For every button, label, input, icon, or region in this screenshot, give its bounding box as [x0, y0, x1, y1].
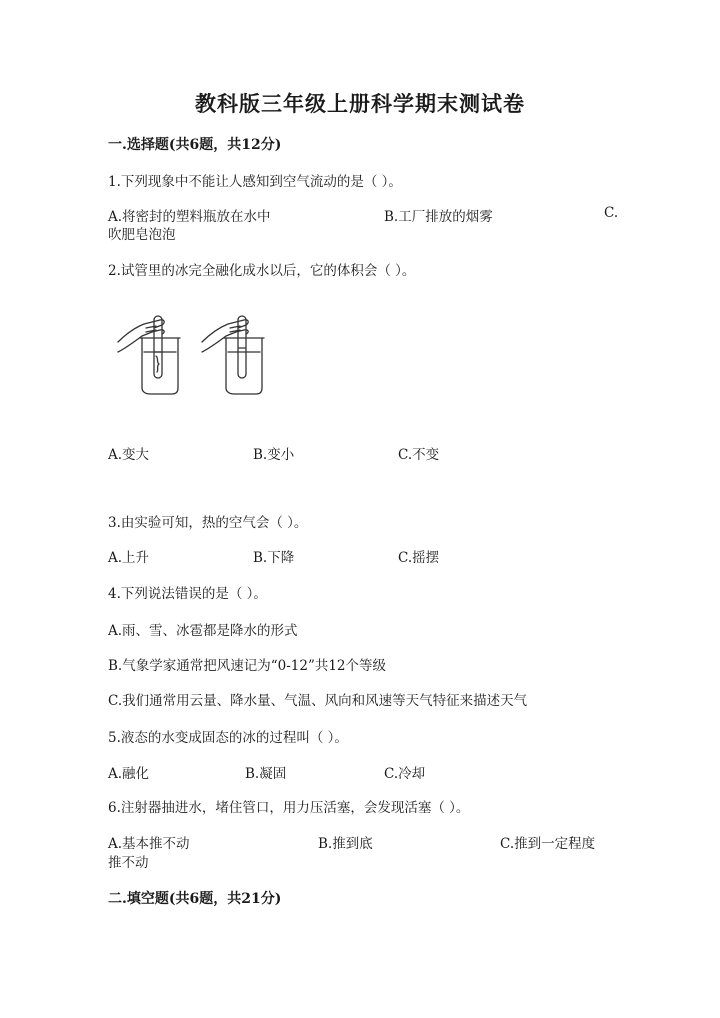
question-1-option-c-continued: 吹肥皂泡泡 [108, 227, 176, 243]
question-4-stem: 4.下列说法错误的是（ ）。 [108, 586, 267, 602]
question-2-stem: 2.试管里的冰完全融化成水以后，它的体积会（ ）。 [108, 263, 416, 279]
question-2-option-b: B.变小 [253, 447, 295, 463]
hand-icon [202, 320, 248, 352]
question-2-option-a: A.变大 [108, 447, 150, 463]
question-1-option-a: A.将密封的塑料瓶放在水中 [108, 209, 271, 225]
question-6-option-b: B.推到底 [318, 836, 373, 852]
question-3-option-b: B.下降 [253, 550, 295, 566]
question-1-option-b: B.工厂排放的烟雾 [384, 209, 493, 225]
question-5-stem: 5.液态的水变成固态的冰的过程叫（ ）。 [108, 730, 348, 746]
question-3-option-a: A.上升 [108, 550, 150, 566]
beaker-icon [140, 338, 180, 394]
question-5-option-a: A.融化 [108, 766, 150, 782]
question-5-option-c: C.冷却 [384, 766, 426, 782]
question-5-option-b: B.凝固 [245, 766, 287, 782]
page-title: 教科版三年级上册科学期末测试卷 [195, 91, 525, 116]
question-3-stem: 3.由实验可知，热的空气会（ ）。 [108, 515, 308, 531]
test-tube-illustration [116, 312, 276, 396]
hand-icon [118, 320, 164, 352]
question-1-stem: 1.下列现象中不能让人感知到空气流动的是（ ）。 [108, 174, 402, 190]
question-4-option-c: C.我们通常用云量、降水量、气温、风向和风速等天气特征来描述天气 [108, 693, 528, 709]
question-6-stem: 6.注射器抽进水，堵住管口，用力压活塞，会发现活塞（ ）。 [108, 800, 470, 816]
question-2-option-c: C.不变 [398, 447, 440, 463]
section-heading-fill-in: 二.填空题(共6题，共21分) [108, 891, 282, 907]
section-heading-choice: 一.选择题(共6题，共12分) [108, 137, 282, 153]
question-6-option-c: C.推到一定程度 [500, 836, 596, 852]
question-6-option-c-continued: 推不动 [108, 855, 149, 871]
question-6-option-a: A.基本推不动 [108, 836, 190, 852]
question-4-option-b: B.气象学家通常把风速记为“0-12”共12个等级 [108, 658, 387, 674]
beaker-icon [224, 338, 264, 394]
question-3-option-c: C.摇摆 [398, 550, 440, 566]
question-4-option-a: A.雨、雪、冰雹都是降水的形式 [108, 623, 298, 639]
question-1-option-c: C. [604, 205, 619, 221]
